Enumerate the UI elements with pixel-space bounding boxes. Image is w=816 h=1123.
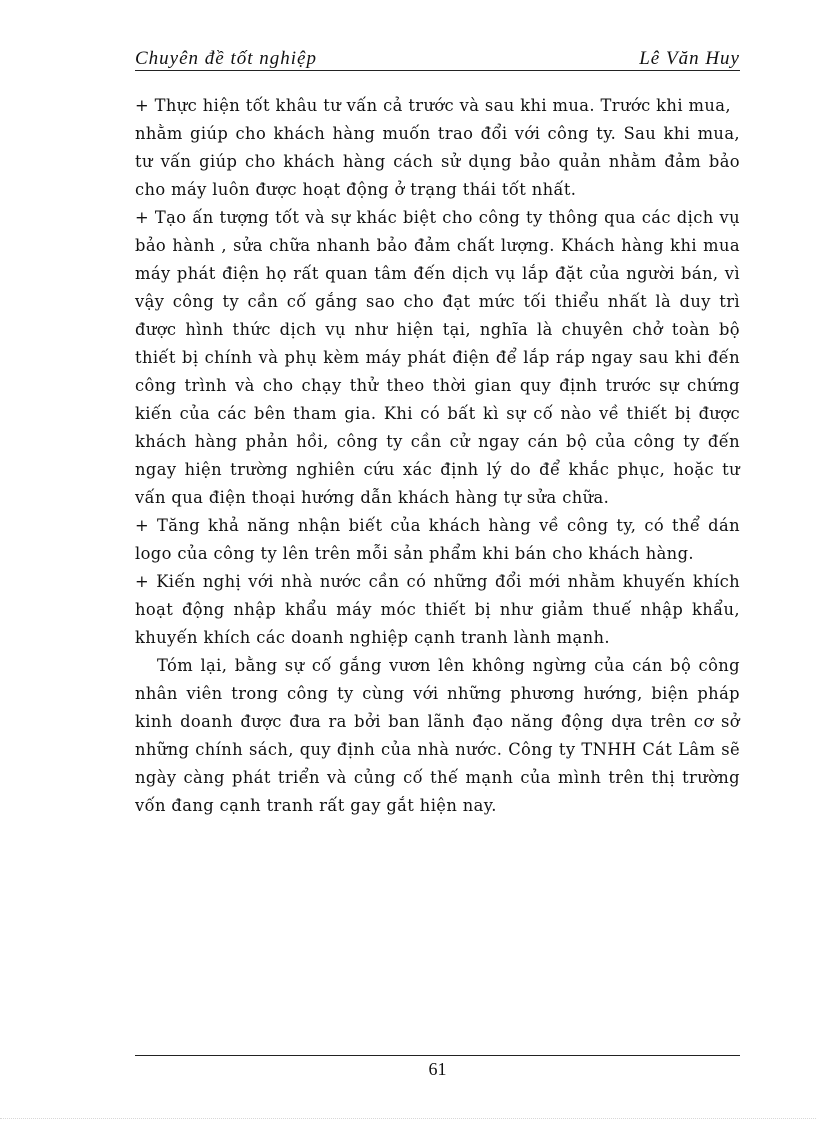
paragraph: + Tăng khả năng nhận biết của khách hàng về công ty, có thể dán logo của công ty lên trên mỗi sản phẩm khi bán cho khách hàng. xyxy=(135,516,740,563)
paragraph: + Thực hiện tốt khâu tư vấn cả trước và sau khi mua. Trước khi mua, xyxy=(135,96,731,115)
paragraph: + Tạo ấn tượng tốt và sự khác biệt cho công ty thông qua các dịch vụ bảo hành , sửa chữa nhanh bảo đảm chất lượng. Khách hàng khi mua máy phát điện họ rất quan tâm đến dịch vụ lắp đặt của người bán, vì vậy công ty cần cố gắng sao cho đạt mức tối thiểu nhất là duy trì được hình thức dịch vụ như hiện tại, nghĩa là chuyên chở toàn bộ thiết bị chính và phụ kèm máy phát điện để lắp ráp ngay sau khi đến công trình và cho chạy thử theo thời gian quy định trước sự chứng kiến của các bên tham gia. Khi có bất kì sự cố nào về thiết bị được khách hàng phản hồi, công ty cần cử ngay cán bộ của công ty đến ngay hiện trường nghiên cứu xác định lý do để khắc phục, hoặc tư vấn qua điện thoại hướng dẫn khách hàng tự sửa chữa. xyxy=(135,208,740,507)
header-author: Lê Văn Huy xyxy=(639,48,740,69)
page-edge-dots xyxy=(0,1118,816,1119)
header-document-type: Chuyên đề tốt nghiệp xyxy=(135,48,317,69)
document-body xyxy=(135,92,740,820)
paragraph: nhằm giúp cho khách hàng muốn trao đổi với công ty. Sau khi mua, tư vấn giúp cho khách hàng cách sử dụng bảo quản nhằm đảm bảo cho máy luôn được hoạt động ở trạng thái tốt nhất. xyxy=(135,124,740,199)
page-number: 61 xyxy=(428,1059,447,1079)
conclusion-paragraph: Tóm lại, bằng sự cố gắng vươn lên không ngừng của cán bộ công nhân viên trong công ty cùng với những phương hướng, biện pháp kinh doanh được đưa ra bởi ban lãnh đạo năng động dựa trên cơ sở những chính sách, quy định của nhà nước. Công ty TNHH Cát Lâm sẽ ngày càng phát triển và củng cố thế mạnh của mình trên thị trường vốn đang cạnh tranh rất gay gắt hiện nay. xyxy=(135,656,740,815)
footer-divider xyxy=(135,1055,740,1056)
paragraph: + Kiến nghị với nhà nước cần có những đổi mới nhằm khuyến khích hoạt động nhập khẩu máy móc thiết bị như giảm thuế nhập khẩu, khuyến khích các doanh nghiệp cạnh tranh lành mạnh. xyxy=(135,572,740,647)
page-header xyxy=(135,48,740,71)
